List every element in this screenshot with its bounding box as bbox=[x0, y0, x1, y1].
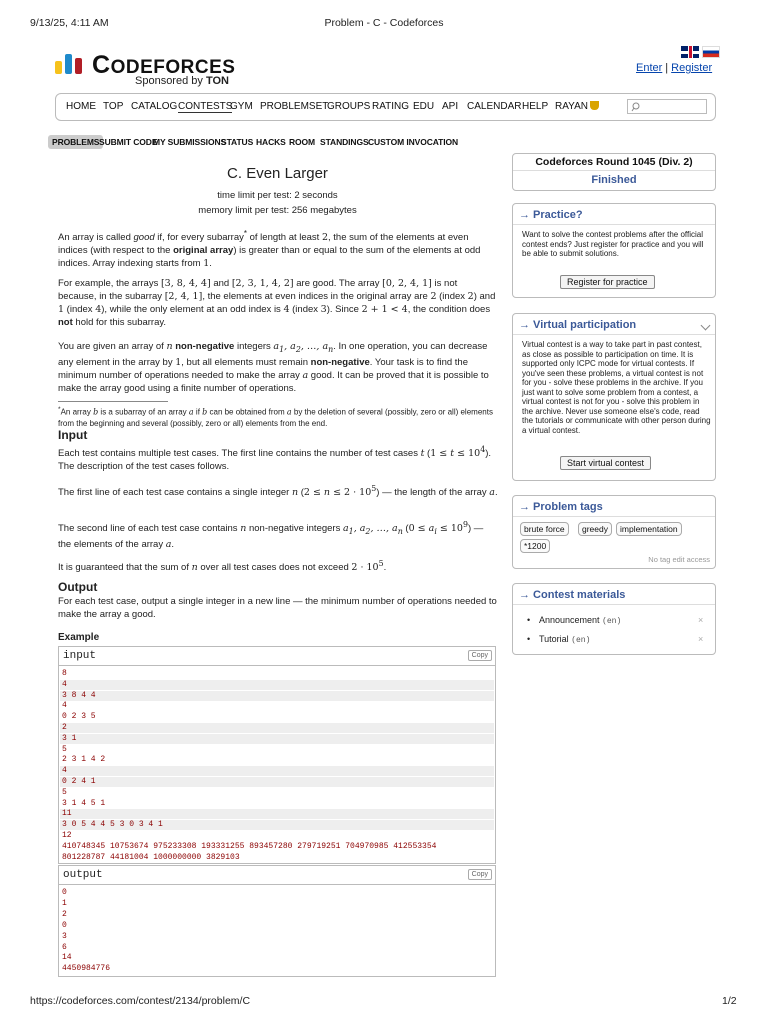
tags-caption: → Problem tags bbox=[519, 501, 603, 513]
practice-text: Want to solve the contest problems after the official contest ends? Just register for practice and you will be able to submit solutions. bbox=[522, 230, 704, 258]
submenu-custom-invocation[interactable]: CUSTOM INVOCATION bbox=[368, 137, 459, 147]
sample-input-title: input bbox=[63, 650, 97, 662]
material-tutorial: • Tutorial (en) bbox=[527, 634, 591, 645]
sample-input-line: 8 bbox=[62, 669, 67, 678]
sample-input-line: 3 1 4 5 1 bbox=[62, 798, 106, 808]
contest-box bbox=[512, 153, 716, 191]
example-heading: Example bbox=[58, 632, 100, 643]
footnote-divider bbox=[58, 401, 168, 402]
sample-input-line: 4 bbox=[62, 701, 67, 711]
announcement-link[interactable]: Announcement bbox=[539, 615, 600, 625]
english-flag-icon[interactable] bbox=[681, 46, 699, 58]
codeforces-logo-text[interactable]: CODEFORCES bbox=[92, 51, 236, 79]
menu-edu[interactable]: EDU bbox=[413, 101, 435, 112]
menu-rayan[interactable]: RAYAN bbox=[555, 101, 599, 112]
sample-input-line: 3 8 4 4 bbox=[60, 691, 494, 701]
auth-separator: | bbox=[665, 62, 669, 74]
sample-output-line: 0 bbox=[62, 920, 67, 930]
statement-paragraph: For example, the arrays [3, 8, 4, 4] and [2, 3, 1, 4, 2] are good. The array [0, 2, 4, 1] is not because, in the subarray [2, 4, 1], the elements at even indices in the original array are 2 (index 2) and 1 (index 4), while the only element at an odd index is 4 (index 3). Since 2 + 1 < 4, the condition does not hold for this subarray. bbox=[58, 278, 496, 328]
statement-paragraph: An array is called good if, for every subarray* of length at least 2, the sum of the elements at even indices (with respect to the original array) is greater than or equal to the sum of the elements at odd indices. Array indexing starts from 1. bbox=[58, 229, 481, 270]
input-paragraph: The first line of each test case contains a single integer n $(2 \le n \le 2 \cdot 10^5)$ — the length of the array a. bbox=[58, 484, 498, 499]
announcement-lang: (en) bbox=[602, 617, 622, 626]
tags-row bbox=[520, 522, 710, 538]
russian-flag-icon[interactable] bbox=[702, 46, 720, 58]
sample-input-box bbox=[58, 646, 496, 864]
statement-paragraph: You are given an array of n non-negative integers $a_1$, $a_2$, …, $a_n$. In one operation, you can decrease any element in the array by 1, but all elements must remain non-negative. Your task is to find the minimum number of operations needed to make the array a good. It can be proved that it is possible to make the array good using a finite number of operations. bbox=[58, 341, 489, 394]
virtual-box bbox=[512, 313, 716, 481]
menu-help[interactable]: HELP bbox=[522, 101, 549, 112]
sample-output-line: 14 bbox=[62, 953, 72, 963]
menu-calendar[interactable]: CALENDAR bbox=[467, 101, 522, 112]
menu-groups[interactable]: GROUPS bbox=[327, 101, 371, 112]
print-datetime: 9/13/25, 4:11 AM bbox=[30, 17, 109, 29]
practice-box bbox=[512, 203, 716, 298]
input-paragraph: Each test contains multiple test cases. The first line contains the number of test cases t $(1 \le t \le 10^4)$. The description of the test cases follows. bbox=[58, 445, 492, 473]
output-paragraph: For each test case, output a single integer in a new line — the minimum number of operations needed to make the array a good. bbox=[58, 596, 497, 620]
practice-caption: → Practice? bbox=[519, 209, 583, 221]
sample-input-line: 0 2 3 5 bbox=[62, 712, 96, 722]
tag-difficulty[interactable]: *1200 bbox=[520, 539, 550, 553]
sample-output-line: 3 bbox=[62, 931, 67, 941]
print-url: https://codeforces.com/contest/2134/problem/C bbox=[30, 995, 251, 1007]
sample-output-title: output bbox=[63, 869, 103, 881]
codeforces-logo-icon[interactable] bbox=[55, 52, 87, 74]
submenu-submit-code[interactable]: SUBMIT CODE bbox=[99, 137, 158, 147]
print-page-number: 1/2 bbox=[722, 995, 737, 1007]
sample-input-line: 3 0 5 4 4 5 3 0 3 4 1 bbox=[60, 820, 494, 830]
virtual-text: Virtual contest is a way to take part in past contest, as close as possible to participation on time. It is supported only ICPC mode for virtual contests. If you've seen these problems, a virtual contest is not for you - solve these problems in the archive. If you just want to solve some problem from a contest, a virtual contest is not for you - solve this problem in the archive. Never use someone else's code, read the tutorials or communicate with other person during a virtual contest. bbox=[522, 340, 711, 435]
sample-output-box bbox=[58, 865, 496, 977]
remove-tutorial-icon[interactable]: × bbox=[698, 634, 704, 644]
trophy-icon bbox=[590, 101, 599, 110]
input-paragraph: It is guaranteed that the sum of n over all test cases does not exceed $2 \cdot 10^5$. bbox=[58, 559, 387, 574]
sample-output-line: 2 bbox=[62, 909, 67, 919]
materials-box bbox=[512, 583, 716, 655]
register-link[interactable]: Register bbox=[671, 62, 713, 74]
sample-output-header bbox=[59, 866, 495, 885]
enter-link[interactable]: Enter bbox=[636, 62, 663, 74]
output-heading: Output bbox=[58, 580, 98, 594]
sample-input-line: 3 1 bbox=[60, 734, 494, 744]
tag-implementation[interactable]: implementation bbox=[616, 522, 682, 536]
submenu-my-submissions[interactable]: MY SUBMISSIONS bbox=[153, 137, 227, 147]
print-page-title: Problem - C - Codeforces bbox=[324, 17, 444, 29]
sample-output-line: 0 bbox=[62, 888, 67, 897]
sample-input-line: 4 bbox=[60, 766, 494, 776]
sample-input-line: 12 bbox=[62, 831, 72, 840]
sample-input-line: 0 2 4 1 bbox=[60, 777, 494, 787]
problem-title: C. Even Larger bbox=[227, 165, 328, 182]
menu-catalog[interactable]: CATALOG bbox=[131, 101, 178, 112]
submenu-problems[interactable]: PROBLEMS bbox=[48, 135, 103, 149]
input-paragraph: The second line of each test case contains n non-negative integers $a_1$, $a_2$, …, $a_n$ $(0 \le a_i \le 10^9)$ — the elements of the array a. bbox=[58, 520, 484, 551]
search-icon bbox=[631, 102, 641, 112]
footnote: *An array b is a subarray of an array a if b can be obtained from a by the deletion of several (possibly, zero or all) elements from the beginning and several (possibly, zero or all) elements from the end. bbox=[58, 406, 493, 428]
sample-input-line: 5 bbox=[62, 787, 67, 797]
menu-home[interactable]: HOME bbox=[66, 101, 96, 112]
contest-name[interactable]: Codeforces Round 1045 (Div. 2) bbox=[535, 156, 693, 168]
menu-problemset[interactable]: PROBLEMSET bbox=[260, 101, 329, 112]
chevron-down-icon[interactable] bbox=[701, 321, 711, 331]
submenu-status[interactable]: STATUS bbox=[221, 137, 254, 147]
time-limit: time limit per test: 2 seconds bbox=[217, 190, 338, 201]
sample-output-line: 4450984776 bbox=[62, 964, 111, 974]
menu-top[interactable]: TOP bbox=[103, 101, 124, 112]
sample-input-line: 11 bbox=[60, 809, 494, 819]
menu-api[interactable]: API bbox=[442, 101, 459, 112]
sample-input-line: 801228787 44181004 1000000000 3829103 bbox=[62, 852, 240, 862]
menu-contests[interactable]: CONTESTS bbox=[178, 101, 233, 112]
submenu-room[interactable]: ROOM bbox=[289, 137, 316, 147]
sample-input-header bbox=[59, 647, 495, 666]
copy-output-button[interactable]: Copy bbox=[468, 869, 492, 880]
memory-limit: memory limit per test: 256 megabytes bbox=[198, 205, 357, 216]
tutorial-lang: (en) bbox=[571, 636, 591, 645]
tag-greedy[interactable]: greedy bbox=[578, 522, 612, 536]
sponsor-line: Sponsored by TON bbox=[135, 75, 229, 87]
remove-announcement-icon[interactable]: × bbox=[698, 615, 704, 625]
register-practice-button[interactable]: Register for practice bbox=[560, 275, 655, 289]
menu-gym[interactable]: GYM bbox=[230, 101, 253, 112]
material-announcement: • Announcement (en) bbox=[527, 615, 622, 626]
sample-input-line: 5 bbox=[62, 744, 67, 754]
sample-output-line: 6 bbox=[62, 942, 67, 952]
auth-links bbox=[636, 62, 712, 74]
sample-input-line: 2 bbox=[60, 723, 494, 733]
tag-brute-force[interactable]: brute force bbox=[520, 522, 569, 536]
no-tag-edit: No tag edit access bbox=[648, 555, 710, 564]
virtual-caption: → Virtual participation bbox=[519, 319, 637, 331]
sample-input-line: 4 bbox=[60, 680, 494, 690]
start-virtual-button[interactable]: Start virtual contest bbox=[560, 456, 651, 470]
sample-input-line: 2 3 1 4 2 bbox=[62, 755, 106, 765]
tutorial-link[interactable]: Tutorial bbox=[539, 634, 569, 644]
copy-input-button[interactable]: Copy bbox=[468, 650, 492, 661]
input-heading: Input bbox=[58, 428, 88, 442]
sample-input-line: 410748345 10753674 975233308 193331255 893457280 279719251 704970985 412553354 bbox=[62, 841, 437, 851]
materials-caption: → Contest materials bbox=[519, 589, 626, 601]
submenu-hacks[interactable]: HACKS bbox=[256, 137, 286, 147]
search-input[interactable] bbox=[627, 99, 707, 114]
submenu-standings[interactable]: STANDINGS bbox=[320, 137, 369, 147]
main-menu bbox=[55, 93, 716, 121]
menu-rating[interactable]: RATING bbox=[372, 101, 410, 112]
sample-output-line: 1 bbox=[62, 898, 67, 908]
contest-status: Finished bbox=[591, 174, 637, 186]
tags-box bbox=[512, 495, 716, 569]
